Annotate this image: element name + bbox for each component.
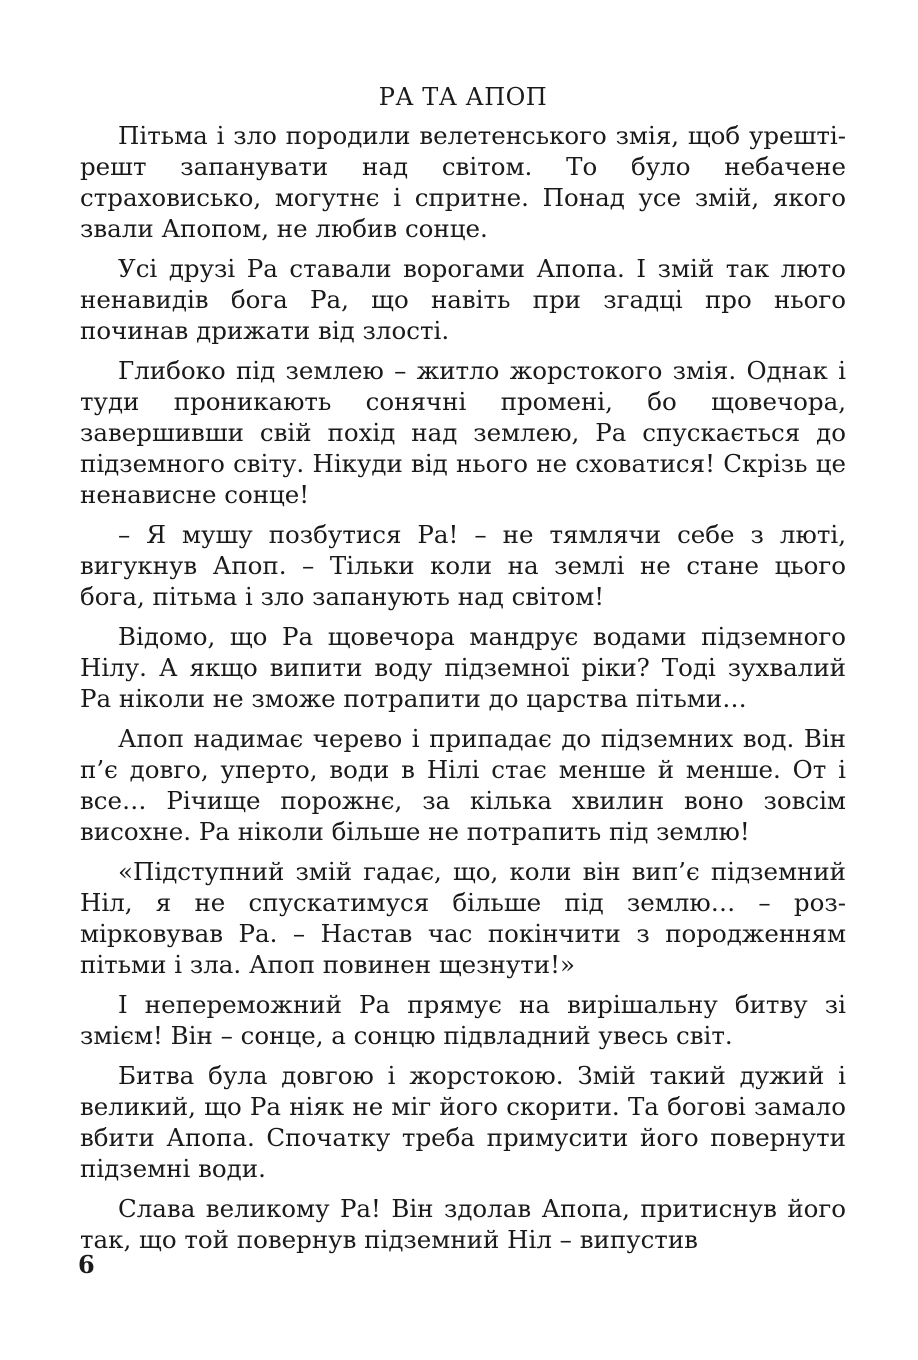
paragraph-8: І непереможний Ра прямує на вирішальну битву зі змієм! Він – сонце, а сонцю підвладний увесь світ. bbox=[80, 990, 846, 1050]
paragraph-7: «Підступний змій гадає, що, коли він вип’є підземний Ніл, я не спускатимуся більше під землю… – розмірковував Ра. – Настав час покінчити з породженням пітьми і зла. Апоп повинен щезнути!» bbox=[80, 857, 846, 979]
page-content bbox=[80, 82, 846, 1264]
paragraph-10: Слава великому Ра! Він здолав Апопа, притиснув його так, що той повернув підземний Ніл – випустив bbox=[80, 1194, 846, 1254]
paragraph-5: Відомо, що Ра щовечора мандрує водами підземного Нілу. А якщо випити воду підземної ріки? Тоді зухвалий Ра ніколи не зможе потрапити до царства пітьми… bbox=[80, 622, 846, 713]
story-title: РА ТА АПОП bbox=[378, 83, 548, 111]
paragraph-6: Апоп надимає черево і припадає до підземних вод. Він п’є довго, уперто, води в Нілі стає менше й менше. От і все… Річище порожнє, за кілька хвилин воно зовсім висохне. Ра ніколи більше не потрапить під землю! bbox=[80, 724, 846, 846]
page-number: 6 bbox=[78, 1250, 95, 1279]
paragraph-2: Усі друзі Ра ставали ворогами Апопа. І змій так люто ненавидів бога Ра, що навіть при згадці про нього починав дрижати від злості. bbox=[80, 254, 846, 345]
paragraph-4: – Я мушу позбутися Ра! – не тямлячи себе з люті, вигукнув Апоп. – Тільки коли на землі не стане цього бога, пітьма і зло запанують над світом! bbox=[80, 520, 846, 611]
paragraph-1: Пітьма і зло породили велетенського змія, щоб урешті-решт запанувати над світом. То було небачене страховисько, могутнє і спритне. Понад усе змій, якого звали Апопом, не любив сонце. bbox=[80, 121, 846, 243]
paragraph-3: Глибоко під землею – житло жорстокого змія. Однак і туди проникають сонячні промені, бо щовечора, завершивши свій похід над землею, Ра спускається до підземного світу. Нікуди від нього не сховатися! Скрізь це ненависне сонце! bbox=[80, 356, 846, 509]
paragraph-9: Битва була довгою і жорстокою. Змій такий дужий і великий, що Ра ніяк не міг його скорити. Та богові замало вбити Апопа. Спочатку треба примусити його повернути підземні води. bbox=[80, 1061, 846, 1183]
